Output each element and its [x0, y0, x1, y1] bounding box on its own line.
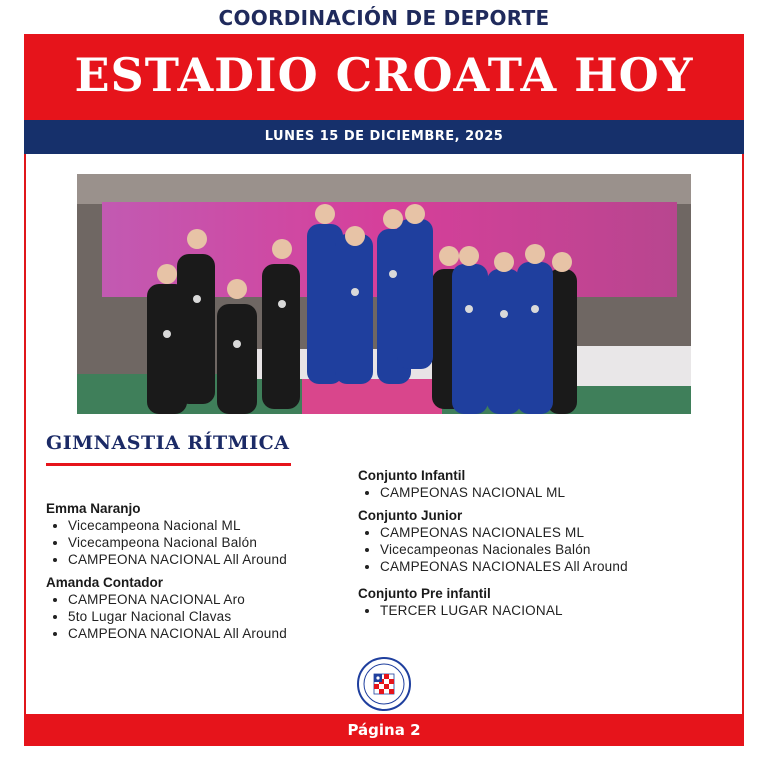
group-name: Conjunto Pre infantil	[358, 586, 491, 601]
result-item: • TERCER LUGAR NACIONAL	[380, 602, 718, 619]
section-divider	[46, 463, 291, 466]
masthead-banner	[24, 34, 744, 120]
department-title: COORDINACIÓN DE DEPORTE	[218, 6, 550, 30]
result-item: • Vicecampeona Nacional ML	[68, 517, 346, 534]
footer-band	[24, 714, 744, 746]
individual-results	[46, 500, 346, 648]
result-item: • CAMPEONAS NACIONAL ML	[380, 484, 718, 501]
athlete-name: Emma Naranjo	[46, 501, 141, 516]
date-band	[24, 120, 744, 154]
athlete-results-list	[46, 591, 346, 642]
result-item: • 5to Lugar Nacional Clavas	[68, 608, 346, 625]
group-results-list	[358, 484, 718, 501]
team-podium-photo	[77, 174, 691, 414]
group-name: Conjunto Junior	[358, 508, 463, 523]
result-item: • CAMPEONA NACIONAL Aro	[68, 591, 346, 608]
masthead-title: ESTADIO CROATA HOY	[74, 48, 694, 102]
estadio-croata-crest-icon	[357, 657, 411, 711]
athlete-name: Amanda Contador	[46, 575, 164, 590]
group-results-list	[358, 602, 718, 619]
section-title: GIMNASTIA RÍTMICA	[46, 432, 290, 454]
result-item: • CAMPEONAS NACIONALES All Around	[380, 558, 718, 575]
page-number: Página 2	[347, 721, 421, 739]
result-item: • CAMPEONAS NACIONALES ML	[380, 524, 718, 541]
group-name: Conjunto Infantil	[358, 468, 466, 483]
result-item: • CAMPEONA NACIONAL All Around	[68, 551, 346, 568]
group-results	[358, 467, 718, 625]
result-item: • Vicecampeona Nacional Balón	[68, 534, 346, 551]
result-item: • Vicecampeonas Nacionales Balón	[380, 541, 718, 558]
group-results-list	[358, 524, 718, 575]
result-item: • CAMPEONA NACIONAL All Around	[68, 625, 346, 642]
issue-date: LUNES 15 DE DICIEMBRE, 2025	[264, 129, 504, 144]
athlete-results-list	[46, 517, 346, 568]
